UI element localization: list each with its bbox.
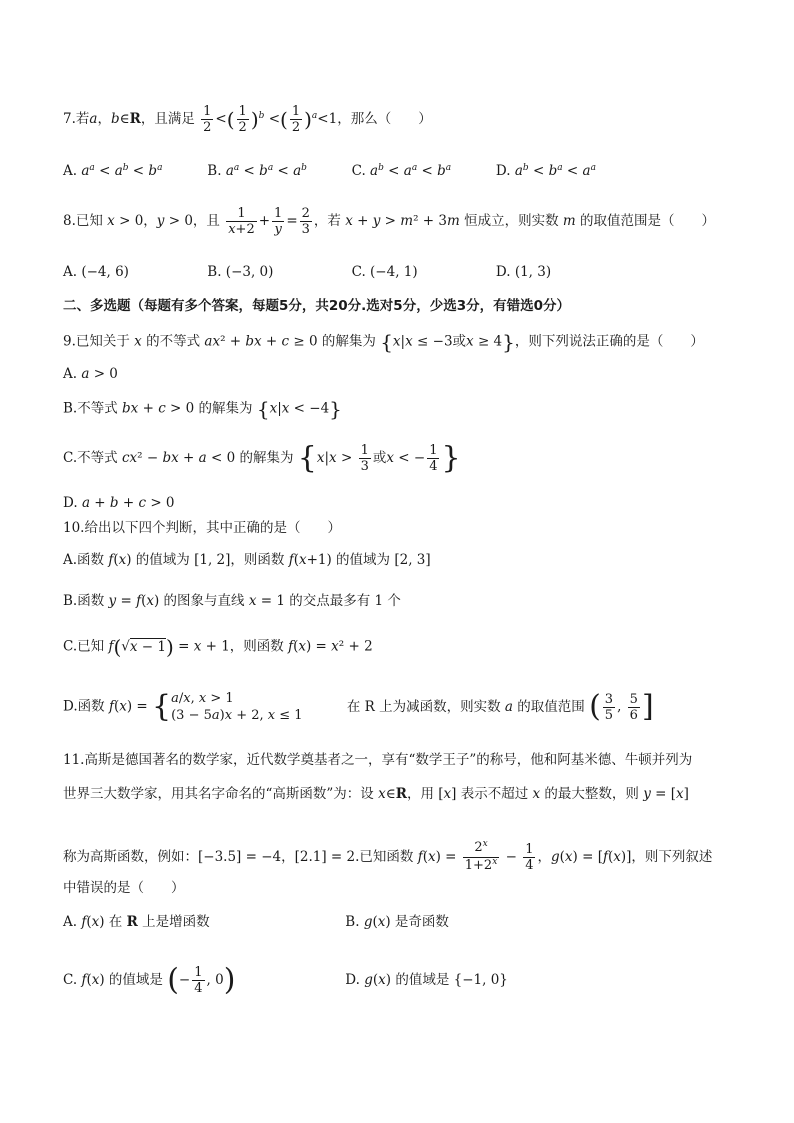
q7-option-b: B. $a^a < b^a < a^b$ [207, 163, 307, 179]
q7-stem: 7.若a，b∈R，且满足 $\frac{1}{2}$ <( $\frac{1}{2}$ )$^b$ <( $\frac{1}{2}$ )$^a$<1，那么（ ） [63, 104, 432, 135]
q11-line4: 中错误的是（ ） [63, 880, 185, 896]
q9-option-d: D. a + b + c > 0 [63, 495, 175, 511]
q7-option-d: D. $a^b < b^a < a^a$ [495, 163, 596, 179]
q11-options-row1 [63, 916, 449, 930]
q10-option-a: A.函数 f(x) 的值域为 [1, 2]，则函数 f(x+1) 的值域为 [2, 3] [63, 552, 431, 568]
q7-option-a: A. $a^a < a^b < b^a$ [63, 163, 163, 179]
q11-option-a: A. f(x) 在 R 上是增函数 [63, 914, 210, 930]
q8-options [63, 266, 551, 280]
q9-stem: 9.已知关于 x 的不等式 ax² + bx + c ≥ 0 的解集为 {x|x ≤ −3或x ≥ 4}，则下列说法正确的是（ ） [63, 330, 704, 354]
q11-option-d: D. g(x) 的值域是 {−1, 0} [345, 972, 508, 988]
q11-line3: 称为高斯函数，例如：[−3.5] = −4，[2.1] = 2.已知函数 f(x) = $\frac{2^x}{1+2^x}$ − $\frac{1}{4}$ ，g(x) = [f(x)]，则下列叙述 [63, 839, 713, 873]
q9-option-b: B.不等式 bx + c > 0 的解集为 {x|x < −4} [63, 397, 342, 421]
q8-stem: 8.已知 x > 0，y > 0，且 $\frac{1}{x+2}$ + $\frac{1}{y}$ = $\frac{2}{3}$ ，若 x + y > m² + 3m 恒成立，则实数 m 的取值范围是（ ） [63, 206, 716, 237]
q9-option-a: A. a > 0 [63, 366, 118, 382]
q7-options [63, 165, 596, 179]
q8-option-b: B. (−3, 0) [207, 264, 274, 280]
q11-options-row2 [63, 962, 508, 998]
q11-line1: 11.高斯是德国著名的数学家，近代数学奠基者之一，享有“数学王子”的称号，他和阿基米德、牛顿并列为 [63, 752, 693, 768]
q8-option-c: C. (−4, 1) [351, 264, 418, 280]
section-title: 二、多选题（每题有多个答案，每题5分，共20分.选对5分，少选3分，有错选0分） [63, 298, 570, 314]
q11-option-b: B. g(x) 是奇函数 [345, 914, 449, 930]
q7-option-c: C. $a^b < a^a < b^a$ [351, 163, 452, 179]
q10-option-d: D.函数 f(x) = { a/x, x > 1 (3 − 5a)x + 2, x ≤ 1 在 R 上为减函数，则实数 a 的取值范围 ( $\frac{3}{5}$ , $\frac{5}{6}$ ] [63, 689, 654, 724]
q10-option-c: C.已知 f(√x − 1) = x + 1，则函数 f(x) = x² + 2 [63, 635, 373, 659]
q8-option-d: D. (1, 3) [495, 264, 552, 280]
q9-option-c: C.不等式 cx² − bx + a < 0 的解集为 {x|x > $\frac{1}{3}$ 或x < − $\frac{1}{4}$ } [63, 440, 461, 476]
q11-option-c: C. f(x) 的值域是 (− $\frac{1}{4}$ , 0) [63, 962, 236, 998]
q11-line2: 世界三大数学家，用其名字命名的“高斯函数”为：设 x∈R，用 [x] 表示不超过 x 的最大整数，则 y = [x] [63, 786, 689, 802]
q8-option-a: A. (−4, 6) [63, 264, 129, 280]
q10-stem: 10.给出以下四个判断，其中正确的是（ ） [63, 520, 341, 536]
q10-option-b: B.函数 y = f(x) 的图象与直线 x = 1 的交点最多有 1 个 [63, 593, 401, 609]
